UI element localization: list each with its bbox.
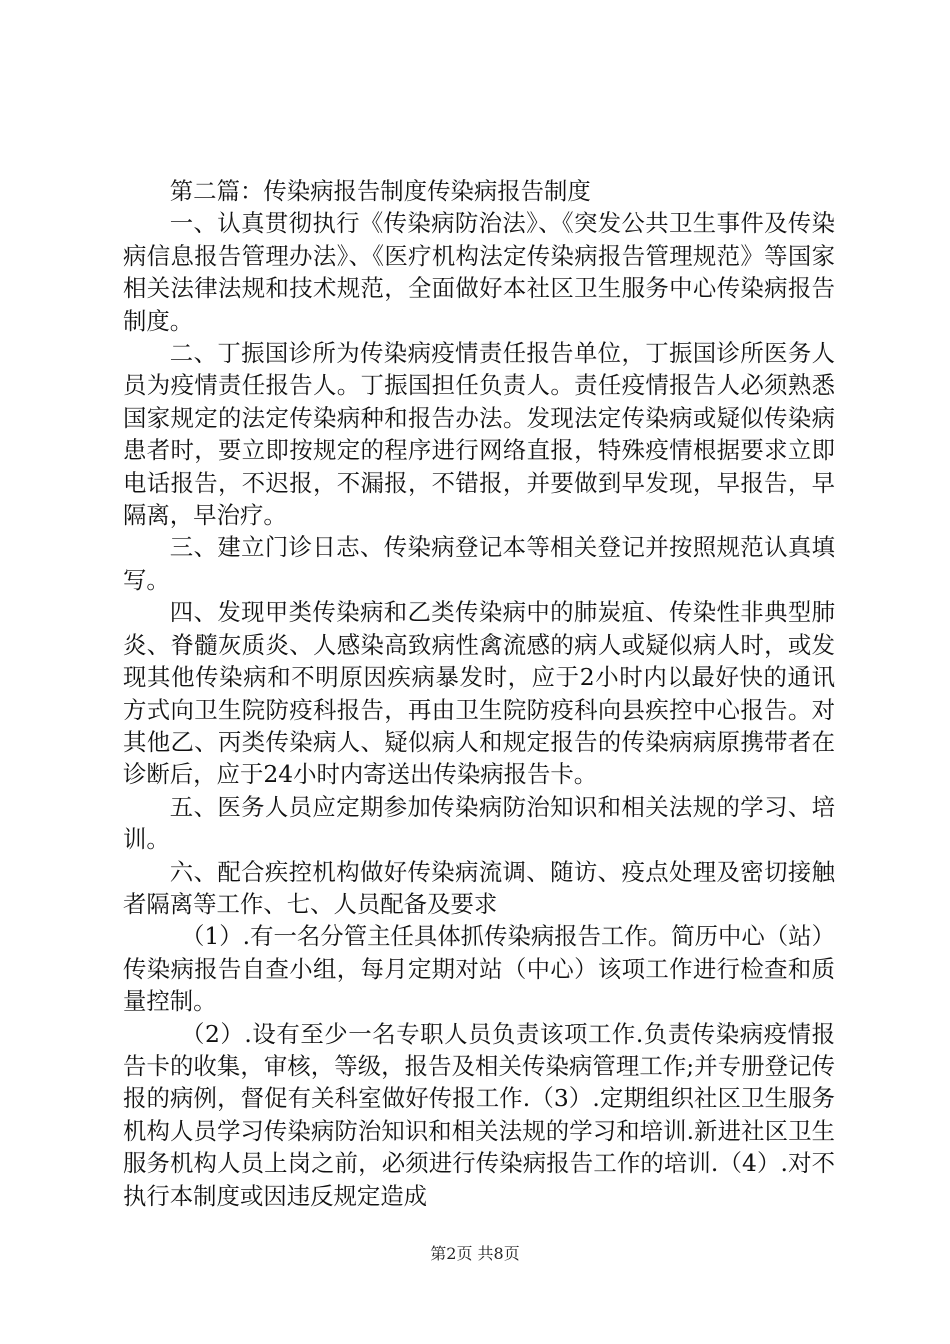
paragraph-2: 二、丁振国诊所为传染病疫情责任报告单位，丁振国诊所医务人员为疫情责任报告人。丁振国担任负责人。责任疫情报告人必须熟悉国家规定的法定传染病种和报告办法。发现法定传染病或疑似传染病患者时，要立即按规定的程序进行网络直报，特殊疫情根据要求立即电话报告，不迟报，不漏报，不错报，并要做到早发现，早报告，早隔离，早治疗。 xyxy=(123,339,835,530)
paragraph-6: 六、配合疾控机构做好传染病流调、随访、疫点处理及密切接触者隔离等工作、七、人员配备及要求 xyxy=(123,857,835,918)
document-body xyxy=(123,175,835,1212)
paragraph-5: 五、医务人员应定期参加传染病防治知识和相关法规的学习、培训。 xyxy=(123,792,835,854)
paragraph-8: （2）.设有至少一名专职人员负责该项工作.负责传染病疫情报告卡的收集，审核，等级，报告及相关传染病管理工作;并专册登记传报的病例，督促有关科室做好传报工作.（3）.定期组织社区卫生服务机构人员学习传染病防治知识和相关法规的学习和培训.新进社区卫生服务机构人员上岗之前，必须进行传染病报告工作的培训.（4）.对不执行本制度或因违反规定造成 xyxy=(123,1019,835,1210)
document-title: 第二篇：传染病报告制度传染病报告制度 xyxy=(169,177,591,205)
page-footer: 第2页 共8页 xyxy=(430,1244,520,1263)
paragraph-1: 一、认真贯彻执行《传染病防治法》、《突发公共卫生事件及传染病信息报告管理办法》、《医疗机构法定传染病报告管理规范》等国家相关法律法规和技术规范，全面做好本社区卫生服务中心传染病报告制度。 xyxy=(123,209,835,335)
paragraph-4: 四、发现甲类传染病和乙类传染病中的肺炭疽、传染性非典型肺炎、脊髓灰质炎、人感染高致病性禽流感的病人或疑似病人时，或发现其他传染病和不明原因疾病暴发时，应于2小时内以最好快的通讯方式向卫生院防疫科报告，再由卫生院防疫科向县疾控中心报告。对其他乙、丙类传染病人、疑似病人和规定报告的传染病病原携带者在诊断后，应于24小时内寄送出传染病报告卡。 xyxy=(123,598,835,789)
paragraph-7: （1）.有一名分管主任具体抓传染病报告工作。简历中心（站）传染病报告自查小组，每月定期对站（中心）该项工作进行检查和质量控制。 xyxy=(123,922,835,1016)
paragraph-3: 三、建立门诊日志、传染病登记本等相关登记并按照规范认真填写。 xyxy=(123,533,835,594)
